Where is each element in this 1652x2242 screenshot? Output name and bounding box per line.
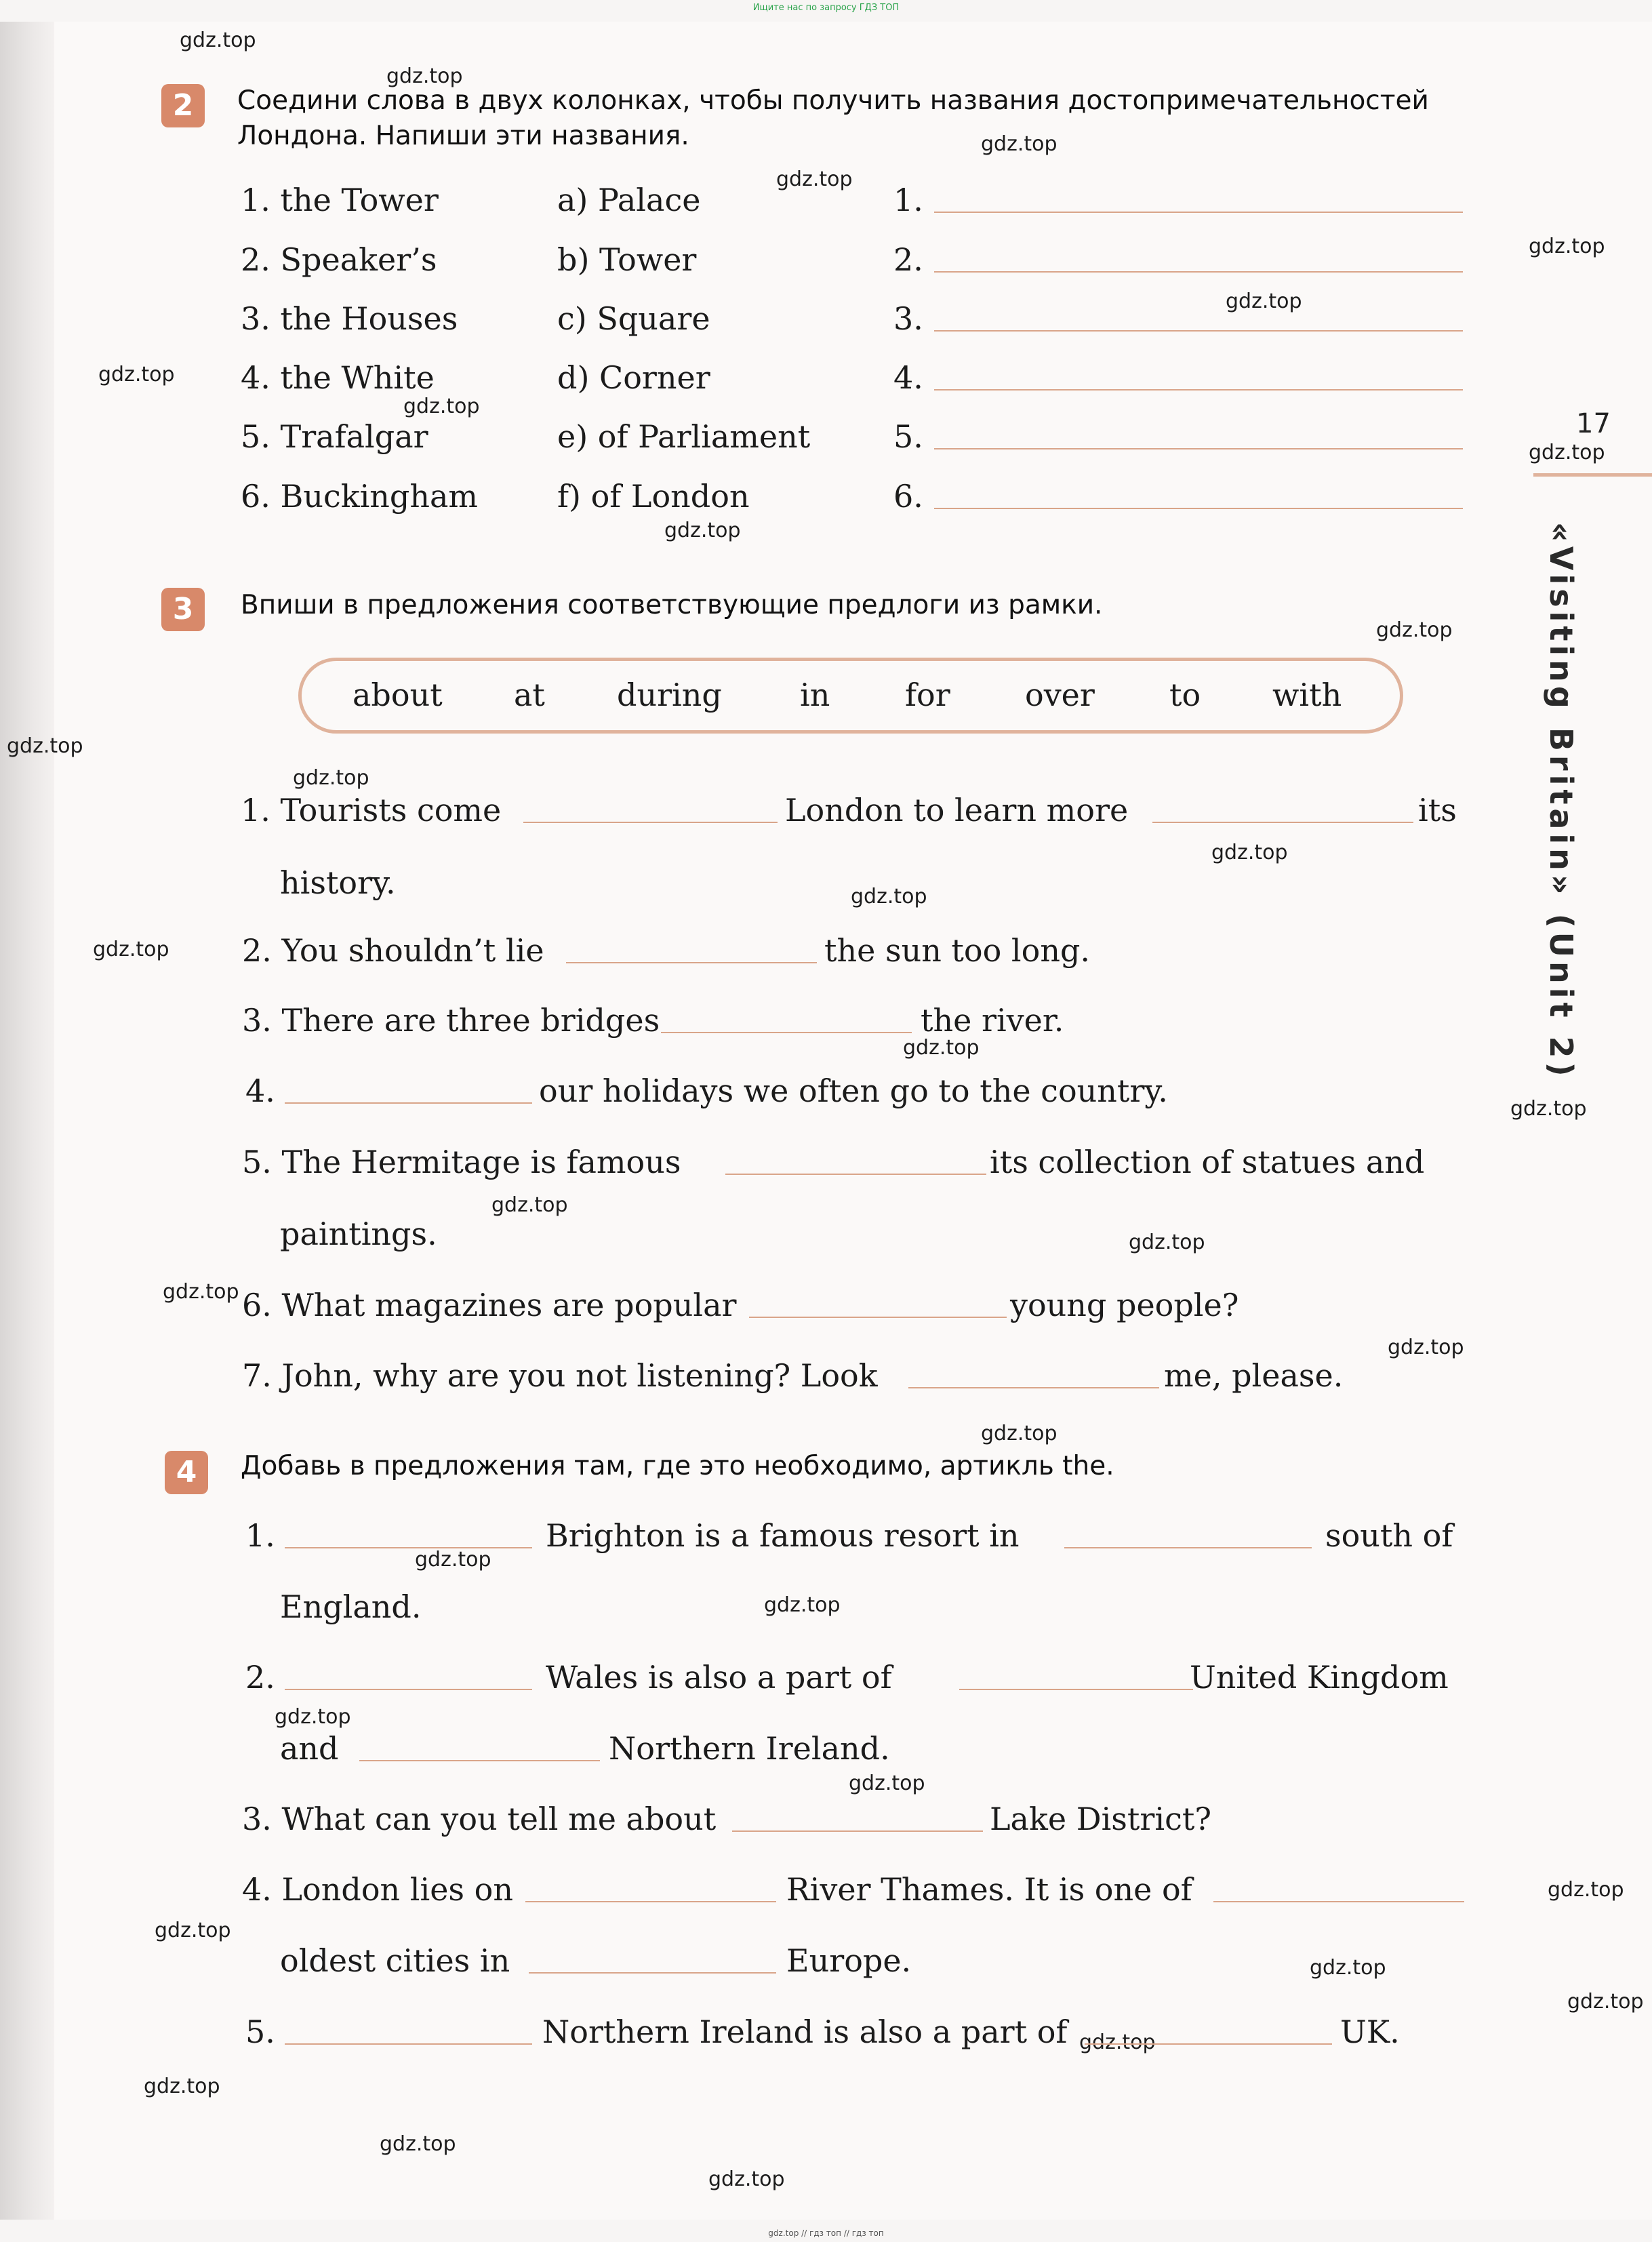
left-item: 6. Buckingham <box>241 478 479 515</box>
sentence-text: London to learn more <box>785 792 1129 828</box>
right-item: c) Square <box>557 300 710 337</box>
sentence-text: 3. There are three bridges <box>242 1002 660 1039</box>
right-item: f) of London <box>557 478 750 515</box>
sentence-text: Northern Ireland is also a part of <box>542 2014 1068 2050</box>
preposition-word: over <box>1025 677 1095 713</box>
sentence-text: the sun too long. <box>824 932 1091 969</box>
exercise-4-badge: 4 <box>165 1451 208 1494</box>
sentence-text: United Kingdom <box>1190 1659 1449 1696</box>
answer-blank[interactable] <box>661 1032 912 1033</box>
answer-blank[interactable] <box>934 508 1463 509</box>
sentence-text: history. <box>280 864 396 901</box>
watermark: gdz.top <box>386 64 463 88</box>
sentence-text: River Thames. It is one of <box>786 1871 1192 1908</box>
watermark: gdz.top <box>849 1771 925 1795</box>
watermark: gdz.top <box>98 363 175 386</box>
watermark: gdz.top <box>155 1919 231 1942</box>
watermark: gdz.top <box>293 766 369 790</box>
unit-side-title: «Visiting Britain» (Unit 2) <box>1543 522 1579 1081</box>
answer-blank[interactable] <box>525 1901 776 1902</box>
answer-blank[interactable] <box>1213 1901 1464 1902</box>
right-item: d) Corner <box>557 359 710 396</box>
sentence-text: paintings. <box>280 1216 437 1252</box>
watermark: gdz.top <box>851 885 927 908</box>
watermark: gdz.top <box>1129 1230 1205 1254</box>
sentence-text: our holidays we often go to the country. <box>539 1073 1168 1109</box>
sentence-text: 1. Tourists come <box>241 792 502 828</box>
sentence-text: young people? <box>1010 1287 1239 1323</box>
watermark: gdz.top <box>1376 618 1453 642</box>
sentence-text: England. <box>280 1588 422 1625</box>
sentence-text: 5. The Hermitage is famous <box>242 1144 681 1180</box>
sentence-text: Brighton is a famous resort in <box>546 1517 1020 1554</box>
exercise-3-instruction: Впиши в предложения соответствующие предлоги из рамки. <box>241 590 1103 620</box>
watermark: gdz.top <box>1226 289 1302 313</box>
answer-blank[interactable] <box>523 822 778 823</box>
watermark: gdz.top <box>93 938 169 961</box>
answer-blank[interactable] <box>359 1760 600 1761</box>
side-divider <box>1533 473 1652 477</box>
answer-number: 5. <box>893 418 923 455</box>
sentence-text: 6. What magazines are popular <box>242 1287 737 1323</box>
left-item: 1. the Tower <box>241 182 439 218</box>
answer-blank[interactable] <box>908 1387 1159 1388</box>
watermark: gdz.top <box>144 2075 220 2098</box>
sentence-text: and <box>280 1730 339 1767</box>
sentence-text: 2. You shouldn’t lie <box>242 932 544 969</box>
sentence-text: me, please. <box>1164 1357 1344 1394</box>
watermark: gdz.top <box>903 1036 980 1060</box>
preposition-word: for <box>905 677 950 713</box>
watermark: gdz.top <box>981 132 1057 156</box>
answer-blank[interactable] <box>732 1830 983 1832</box>
watermark: gdz.top <box>1388 1336 1464 1359</box>
watermark: gdz.top <box>776 167 853 191</box>
sentence-text: its <box>1418 792 1457 828</box>
answer-blank[interactable] <box>566 962 817 963</box>
watermark: gdz.top <box>163 1280 239 1304</box>
watermark: gdz.top <box>1211 841 1288 864</box>
watermark: gdz.top <box>1510 1097 1587 1121</box>
watermark: gdz.top <box>275 1705 351 1729</box>
preposition-word: in <box>800 677 830 713</box>
exercise-4-instruction: Добавь в предложения там, где это необходимо, артикль the. <box>241 1451 1114 1481</box>
exercise-3-badge: 3 <box>161 588 205 631</box>
answer-number: 6. <box>893 478 923 515</box>
watermark: gdz.top <box>1310 1956 1386 1980</box>
answer-number: 1. <box>893 182 923 218</box>
sentence-text: 4. London lies on <box>242 1871 513 1908</box>
watermark: gdz.top <box>1567 1990 1644 2014</box>
answer-blank[interactable] <box>1152 822 1413 823</box>
sentence-text: 3. What can you tell me about <box>242 1801 717 1837</box>
answer-blank[interactable] <box>934 389 1463 391</box>
watermark: gdz.top <box>981 1422 1057 1445</box>
preposition-word: during <box>617 677 722 713</box>
preposition-word: at <box>514 677 545 713</box>
left-item: 5. Trafalgar <box>241 418 428 455</box>
answer-number: 3. <box>893 300 923 337</box>
sentence-text: south of <box>1325 1517 1453 1554</box>
watermark: gdz.top <box>1529 235 1605 258</box>
watermark: gdz.top <box>1529 441 1605 464</box>
left-item: 3. the Houses <box>241 300 458 337</box>
answer-blank[interactable] <box>1085 2043 1332 2045</box>
exercise-2-instruction-cont: Лондона. Напиши эти названия. <box>237 121 689 151</box>
answer-blank[interactable] <box>285 2043 532 2045</box>
watermark: gdz.top <box>1548 1878 1624 1902</box>
answer-blank[interactable] <box>934 448 1463 449</box>
sentence-text: 5. <box>245 2014 275 2050</box>
answer-blank[interactable] <box>285 1102 532 1104</box>
preposition-word: to <box>1169 677 1201 713</box>
watermark: gdz.top <box>491 1193 568 1217</box>
answer-blank[interactable] <box>285 1547 532 1548</box>
sentence-text: 7. John, why are you not listening? Look <box>242 1357 878 1394</box>
watermark: gdz.top <box>7 734 83 758</box>
answer-number: 2. <box>893 241 923 278</box>
watermark: gdz.top <box>380 2132 456 2156</box>
answer-blank[interactable] <box>934 271 1463 273</box>
sentence-text: Lake District? <box>990 1801 1211 1837</box>
sentence-text: oldest cities in <box>280 1942 510 1979</box>
answer-blank[interactable] <box>934 212 1463 213</box>
answer-blank[interactable] <box>934 330 1463 332</box>
right-item: b) Tower <box>557 241 697 278</box>
preposition-word: with <box>1272 677 1342 713</box>
exercise-2-badge: 2 <box>161 84 205 127</box>
watermark: gdz.top <box>708 2167 785 2191</box>
right-item: a) Palace <box>557 182 701 218</box>
left-item: 4. the White <box>241 359 435 396</box>
answer-blank[interactable] <box>749 1317 1007 1318</box>
watermark: gdz.top <box>180 28 256 52</box>
sentence-text: the river. <box>921 1002 1064 1039</box>
sentence-text: 2. <box>245 1659 275 1696</box>
watermark: gdz.top <box>1079 2030 1156 2054</box>
preposition-box <box>298 658 1403 734</box>
answer-blank[interactable] <box>1064 1547 1312 1548</box>
sentence-text: UK. <box>1340 2014 1400 2050</box>
right-item: e) of Parliament <box>557 418 811 455</box>
header-credit[interactable]: Ищите нас по запросу ГДЗ ТОП <box>752 3 900 13</box>
answer-blank[interactable] <box>725 1174 986 1175</box>
answer-blank[interactable] <box>959 1689 1193 1690</box>
left-item: 2. Speaker’s <box>241 241 437 278</box>
sentence-text: Northern Ireland. <box>609 1730 890 1767</box>
watermark: gdz.top <box>764 1593 841 1617</box>
exercise-2-instruction: Соедини слова в двух колонках, чтобы получить названия достопримечательностей <box>237 85 1429 116</box>
watermark: gdz.top <box>403 395 480 418</box>
watermark: gdz.top <box>415 1548 491 1572</box>
sentence-text: Europe. <box>786 1942 912 1979</box>
page-gutter-shadow <box>0 0 54 2242</box>
sentence-text: its collection of statues and <box>990 1144 1425 1180</box>
sentence-text: 4. <box>245 1073 275 1109</box>
preposition-word: about <box>352 677 443 713</box>
sentence-text: Wales is also a part of <box>546 1659 892 1696</box>
answer-blank[interactable] <box>529 1972 776 1974</box>
footer-credit[interactable]: gdz.top // гдз топ // гдз топ <box>768 2228 884 2238</box>
sentence-text: 1. <box>245 1517 275 1554</box>
page-number: 17 <box>1576 408 1611 439</box>
watermark: gdz.top <box>664 519 741 542</box>
answer-number: 4. <box>893 359 923 396</box>
answer-blank[interactable] <box>285 1689 532 1690</box>
